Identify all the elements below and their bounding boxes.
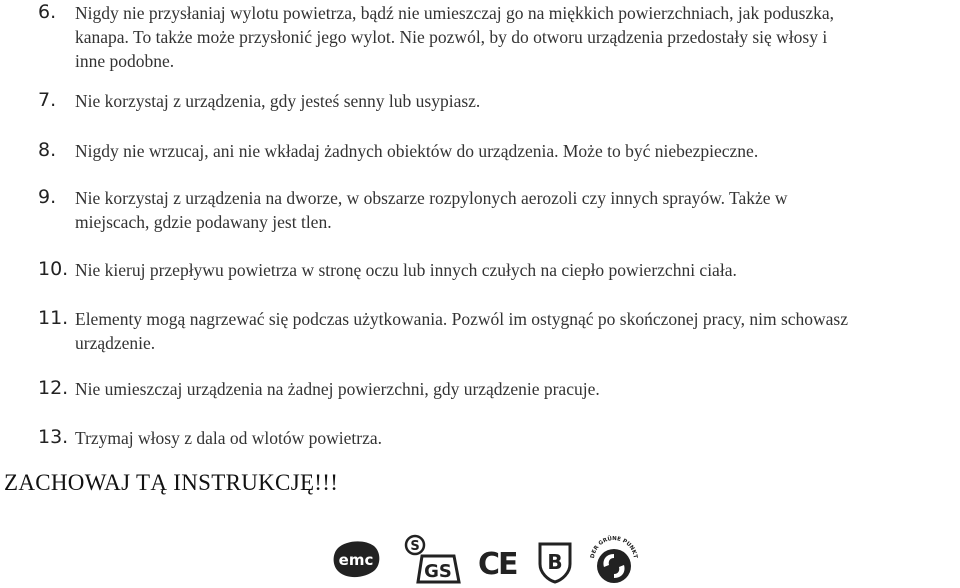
item-text: Nie korzystaj z urządzenia, gdy jesteś senny lub usypiasz. [75, 91, 481, 111]
gs-s-text: S [410, 539, 420, 554]
item-number: 11. [38, 307, 69, 329]
gs-icon [404, 534, 462, 588]
emc-mark-text: emc [338, 551, 374, 569]
gs-text: GS [424, 561, 452, 582]
ce-icon [478, 546, 522, 578]
item-number: 8. [38, 139, 57, 161]
green-dot-icon [588, 534, 640, 588]
emc-icon [330, 538, 382, 580]
item-text: Nigdy nie przysłaniaj wylotu powietrza, bądź nie umieszczaj go na miękkich powierzchniach, jak poduszka, kanapa. To także może przysłonić jego wylot. Nie pozwól, by do otworu urządzenia przedostały się włosy i inne podobne. [75, 3, 835, 71]
keep-instructions-heading: ZACHOWAJ TĄ INSTRUKCJĘ!!! [4, 470, 339, 495]
item-number: 10. [38, 258, 69, 280]
item-number: 6. [38, 1, 57, 23]
item-text: Trzymaj włosy z dala od wlotów powietrza. [75, 428, 383, 448]
item-number: 12. [38, 377, 69, 399]
item-text: Elementy mogą nagrzewać się podczas użytkowania. Pozwól im ostygnąć po skończonej pracy, nim schowasz urządzenie. [75, 309, 848, 353]
item-number: 13. [38, 426, 69, 448]
item-text: Nie umieszczaj urządzenia na żadnej powierzchni, gdy urządzenie pracuje. [75, 379, 600, 399]
b-mark-text: B [547, 550, 563, 574]
item-text: Nie korzystaj z urządzenia na dworze, w obszarze rozpylonych aerozoli czy innych sprayów. Także w miejscach, gdzie podawany jest tlen. [75, 188, 788, 232]
green-dot-text: DER GRÜNE PUNKT [590, 535, 638, 559]
item-text: Nie kieruj przepływu powietrza w stronę oczu lub innych czułych na ciepło powierzchni ciała. [75, 260, 737, 280]
ce-text: CE [478, 547, 517, 578]
b-safety-icon [536, 540, 574, 584]
item-number: 9. [38, 186, 57, 208]
item-text: Nigdy nie wrzucaj, ani nie wkładaj żadnych obiektów do urządzenia. Może to być niebezpieczne. [75, 141, 759, 161]
certification-marks [330, 534, 640, 588]
item-number: 7. [38, 89, 57, 111]
